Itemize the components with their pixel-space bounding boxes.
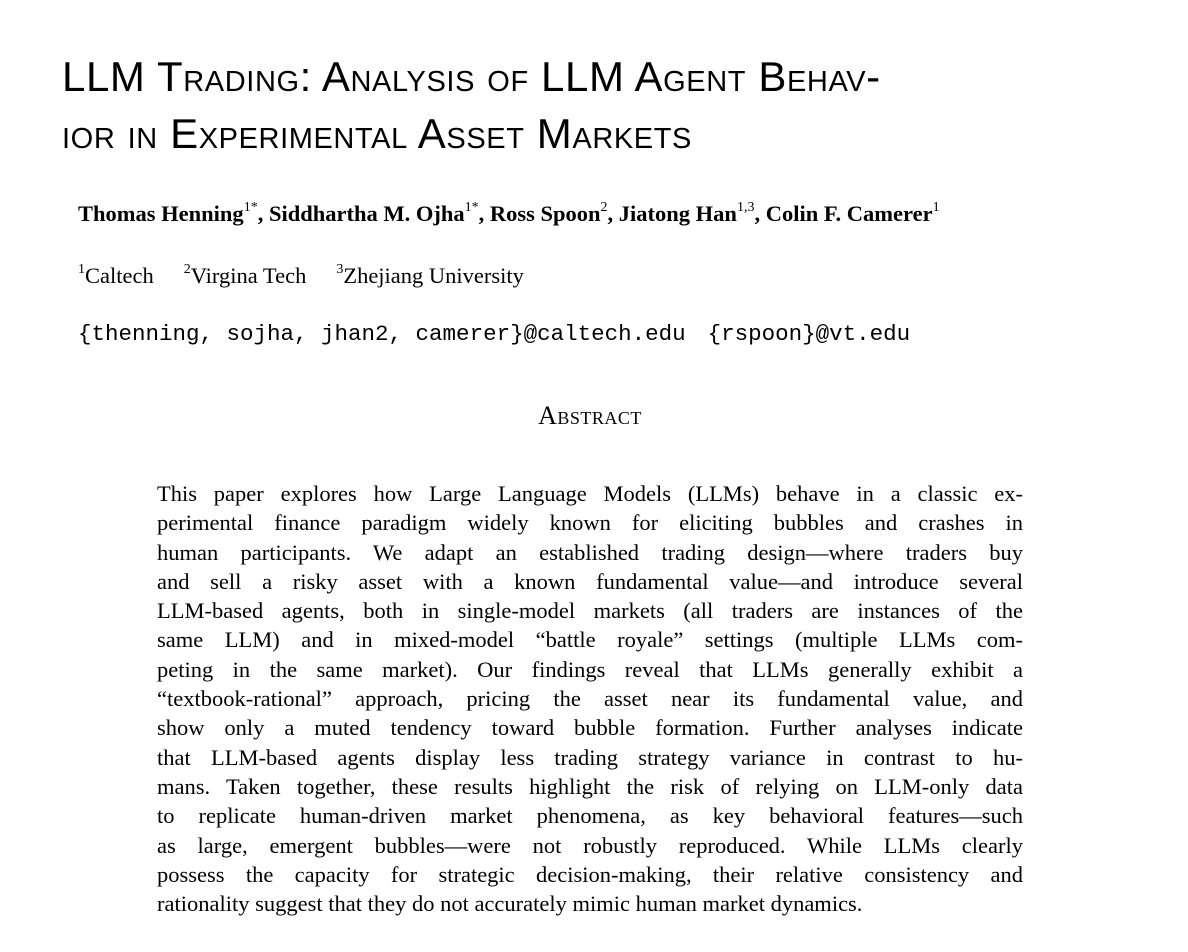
- author: [78, 201, 269, 226]
- affiliation: [184, 263, 307, 288]
- title-line: LLM Trading: Analysis of LLM Agent Behav-: [62, 53, 881, 100]
- abstract-line: This paper explores how Large Language Models (LLMs) behave in a classic ex-: [157, 481, 1023, 506]
- author-affiliation-mark: 1*: [464, 199, 479, 215]
- abstract-line: “textbook-rational” approach, pricing the asset near its fundamental value, and: [157, 686, 1023, 712]
- abstract-line: LLM-based agents, both in single-model markets (all traders are instances of the: [157, 598, 1023, 624]
- email-group: {thenning, sojha, jhan2, camerer}@caltech.edu: [78, 321, 686, 347]
- abstract-line: that LLM-based agents display less trading strategy variance in contrast to hu-: [157, 744, 1023, 770]
- affiliation: [78, 263, 154, 288]
- abstract-heading: Abstract: [538, 401, 642, 430]
- abstract-line: possess the capacity for strategic decision-making, their relative consistency and: [157, 861, 1023, 887]
- author-separator: ,: [478, 201, 490, 226]
- abstract-line: as large, emergent bubbles—were not robustly reproduced. While LLMs clearly: [157, 832, 1023, 858]
- author-name: Ross Spoon: [489, 201, 601, 226]
- author-affiliation-mark: 1: [932, 199, 940, 215]
- affiliation-name: Caltech: [85, 263, 154, 288]
- author-affiliation-mark: 1,3: [736, 199, 755, 215]
- author-separator: ,: [257, 201, 269, 226]
- abstract-line: perimental finance paradigm widely known for eliciting bubbles and crashes in: [157, 510, 1023, 536]
- author-affiliation-mark: 2: [600, 199, 608, 215]
- author-separator: ,: [754, 201, 766, 226]
- affiliation-name: Virgina Tech: [190, 263, 307, 288]
- author-separator: ,: [607, 201, 619, 226]
- author: [766, 201, 940, 226]
- email-list: [78, 319, 910, 349]
- affiliation-mark: 3: [336, 261, 344, 277]
- abstract-line: to replicate human-driven market phenomena, as key behavioral features—such: [157, 803, 1023, 829]
- author-name: Siddhartha M. Ojha: [268, 201, 465, 226]
- email-group: {rspoon}@vt.edu: [707, 321, 911, 347]
- author: [619, 201, 766, 226]
- abstract-line: show only a muted tendency toward bubble formation. Further analyses indicate: [157, 715, 1023, 741]
- affiliation-mark: 1: [78, 261, 85, 277]
- abstract-line: rationality suggest that they do not accurately mimic human market dynamics.: [157, 891, 863, 917]
- author-affiliation-mark: 1*: [243, 199, 258, 215]
- abstract-line: human participants. We adapt an established trading design—where traders buy: [157, 539, 1023, 565]
- affiliation: [336, 263, 524, 288]
- abstract-line: and sell a risky asset with a known fundamental value—and introduce several: [157, 568, 1023, 594]
- author: [490, 201, 619, 226]
- abstract-line: mans. Taken together, these results highlight the risk of relying on LLM-only data: [157, 773, 1023, 799]
- abstract-body: [157, 479, 1023, 918]
- author-list: [78, 199, 940, 229]
- affiliation-name: Zhejiang University: [343, 263, 524, 288]
- abstract-line: peting in the same market). Our findings reveal that LLMs generally exhibit a: [157, 656, 1023, 682]
- affiliation-mark: 2: [183, 261, 191, 277]
- title-line: ior in Experimental Asset Markets: [62, 110, 693, 157]
- author-name: Colin F. Camerer: [765, 201, 933, 226]
- author: [269, 201, 490, 226]
- abstract-line: same LLM) and in mixed-model “battle royale” settings (multiple LLMs com-: [157, 627, 1023, 653]
- paper-title: [62, 48, 1152, 162]
- author-name: Jiatong Han: [618, 201, 737, 226]
- affiliation-list: [78, 261, 554, 291]
- author-name: Thomas Henning: [78, 201, 244, 226]
